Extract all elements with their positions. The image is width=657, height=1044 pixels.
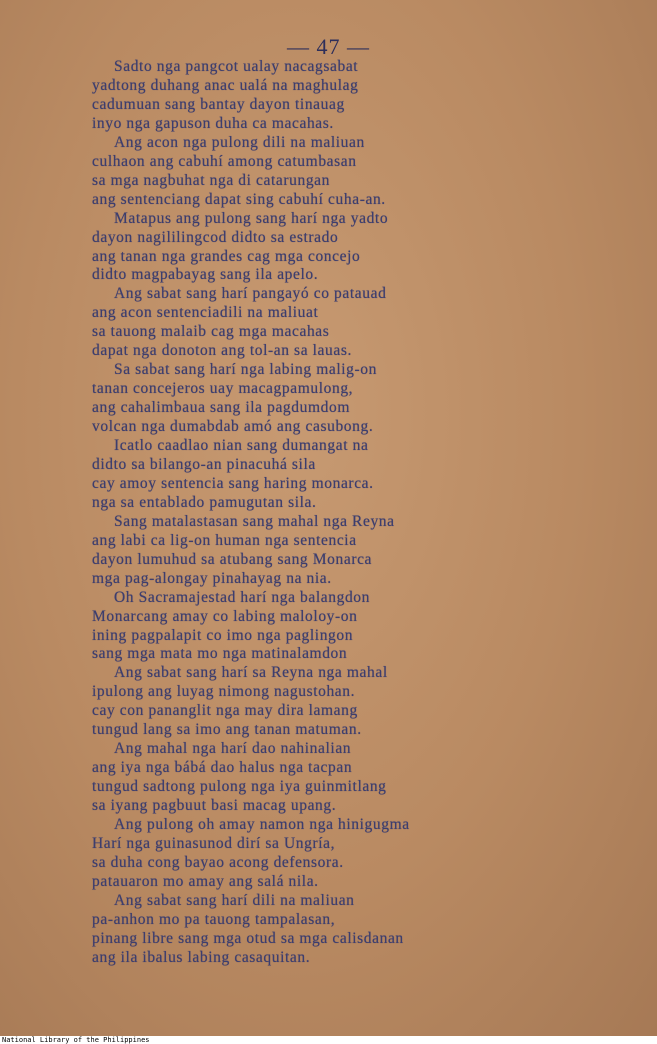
text-line: patauaron mo amay ang salá nila. [92, 873, 319, 890]
text-line: ining pagpalapit co imo nga paglingon [92, 627, 354, 644]
text-line: Harí nga guinasunod dirí sa Ungría, [92, 835, 336, 852]
text-line: didto magpabayag sang ila apelo. [92, 266, 319, 283]
text-line: sa iyang pagbuut basi macag upang. [92, 797, 337, 814]
text-line: Sang matalastasan sang mahal nga Reyna [114, 513, 395, 530]
text-line: ang sentenciang dapat sing cabuhí cuha-an. [92, 191, 386, 208]
text-line: tungud sadtong pulong nga iya guinmitlang [92, 778, 387, 795]
text-line: culhaon ang cabuhí among catumbasan [92, 153, 357, 170]
text-line: ipulong ang luyag nimong nagustohan. [92, 683, 356, 700]
text-line: Ang sabat sang harí dili na maliuan [114, 892, 355, 909]
text-line: tungud lang sa imo ang tanan matuman. [92, 721, 362, 738]
text-line: ang iya nga bábá dao halus nga tacpan [92, 759, 353, 776]
text-line: dayon nagililingcod didto sa estrado [92, 229, 339, 246]
text-line: ang cahalimbaua sang ila pagdumdom [92, 399, 350, 416]
text-line: Matapus ang pulong sang harí nga yadto [114, 210, 389, 227]
text-line: pinang libre sang mga otud sa mga calisdanan [92, 930, 404, 947]
text-line: Ang sabat sang harí pangayó co patauad [114, 285, 387, 302]
text-line: volcan nga dumabdab amó ang casubong. [92, 418, 374, 435]
text-line: ang acon sentenciadili na maliuat [92, 304, 319, 321]
text-line: cay amoy sentencia sang haring monarca. [92, 475, 374, 492]
text-line: mga pag-alongay pinahayag na nia. [92, 570, 332, 587]
text-line: yadtong duhang anac ualá na maghulag [92, 77, 359, 94]
text-line: didto sa bilango-an pinacuhá sila [92, 456, 316, 473]
text-line: ang ila ibalus labing casaquitan. [92, 949, 311, 966]
text-line: pa-anhon mo pa tauong tampalasan, [92, 911, 336, 928]
text-line: Ang mahal nga harí dao nahinalian [114, 740, 352, 757]
text-line: sang mga mata mo nga matinalamdon [92, 645, 348, 662]
text-line: Sa sabat sang harí nga labing malig-on [114, 361, 377, 378]
text-line: Icatlo caadlao nian sang dumangat na [114, 437, 369, 454]
text-line: sa mga nagbuhat nga di catarungan [92, 172, 331, 189]
text-line: dayon lumuhud sa atubang sang Monarca [92, 551, 373, 568]
text-line: sa tauong malaib cag mga macahas [92, 323, 330, 340]
text-line: Monarcang amay co labing maloloy-on [92, 608, 358, 625]
text-line: Ang acon nga pulong dili na maliuan [114, 134, 365, 151]
text-line: inyo nga gapuson duha ca macahas. [92, 115, 334, 132]
text-line: nga sa entablado pamugutan sila. [92, 494, 317, 511]
text-line: cadumuan sang bantay dayon tinauag [92, 96, 345, 113]
text-line: tanan concejeros uay macagpamulong, [92, 380, 354, 397]
text-line: Sadto nga pangcot ualay nacagsabat [114, 58, 359, 75]
text-line: cay con pananglit nga may dira lamang [92, 702, 358, 719]
text-line: dapat nga donoton ang tol-an sa lauas. [92, 342, 352, 359]
text-line: ang labi ca lig-on human nga sentencia [92, 532, 357, 549]
text-line: Ang sabat sang harí sa Reyna nga mahal [114, 664, 388, 681]
text-line: sa duha cong bayao acong defensora. [92, 854, 344, 871]
text-line: ang tanan nga grandes cag mga concejo [92, 248, 361, 265]
text-line: Oh Sacramajestad harí nga balangdon [114, 589, 370, 606]
page-number: — 47 — [287, 34, 370, 59]
library-credit: National Library of the Philippines [2, 1036, 150, 1044]
text-line: Ang pulong oh amay namon nga hinigugma [114, 816, 410, 833]
